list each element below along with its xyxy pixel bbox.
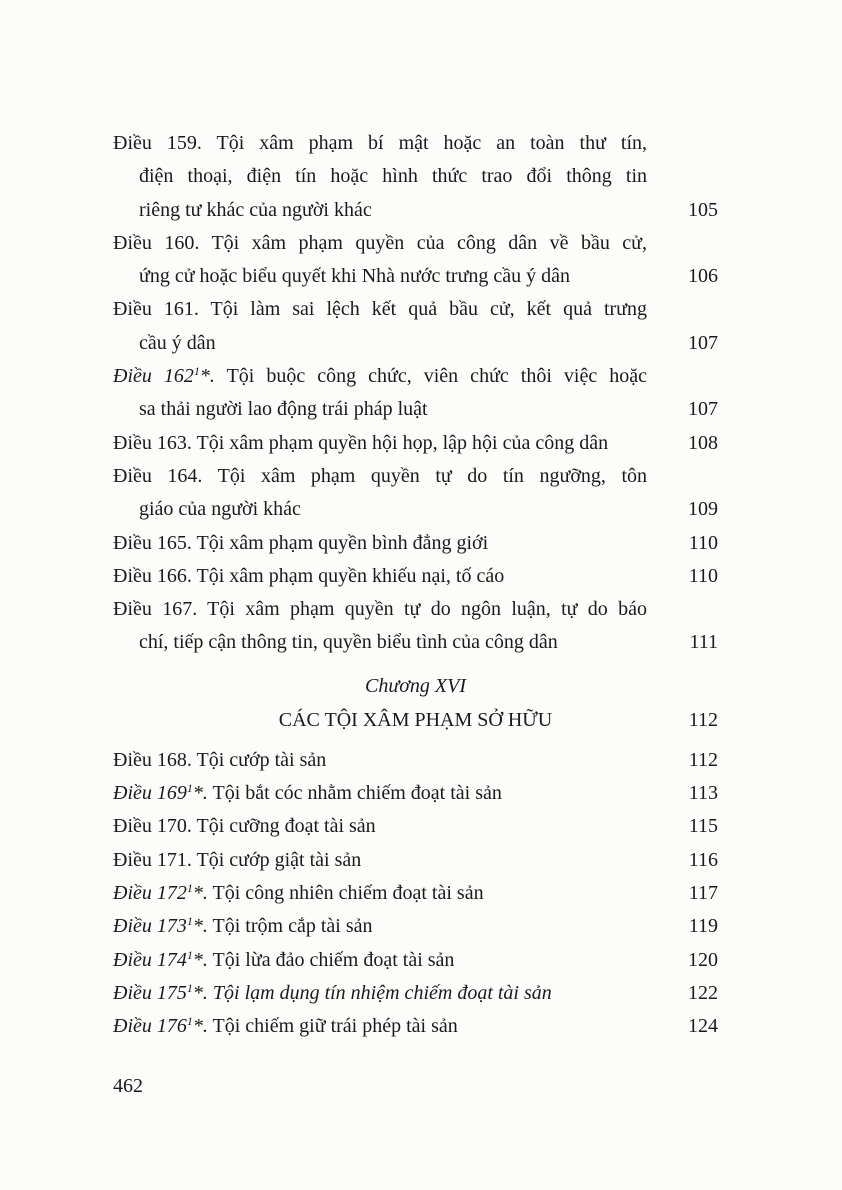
toc-entry-line	[113, 593, 718, 626]
article-number: Điều $176^1*$.	[113, 1014, 208, 1038]
chapter-title-line	[113, 703, 718, 737]
article-title: Tội lạm dụng tín nhiệm chiếm đoạt tài sản	[212, 981, 552, 1004]
toc-entry-line	[113, 327, 718, 360]
toc-entry	[113, 293, 718, 360]
article-title: Tội xâm phạm quyền tự do tín ngưỡng, tôn	[217, 464, 647, 487]
footnote-marker: 1	[186, 980, 193, 995]
article-title: Tội lừa đảo chiếm đoạt tài sản	[212, 948, 455, 971]
article-title: điện thoại, điện tín hoặc hình thức trao đổi thông tin	[139, 165, 647, 188]
article-title: Tội xâm phạm quyền của công dân về bầu cử,	[211, 231, 647, 254]
article-title: cầu ý dân	[139, 331, 216, 354]
toc-entry	[113, 844, 718, 877]
toc-entry-line	[113, 777, 718, 810]
article-title: Tội xâm phạm quyền bình đẳng giới	[196, 531, 489, 554]
article-number: Điều $173^1*$.	[113, 914, 208, 938]
chapter-label: Chương XVI	[364, 674, 466, 697]
page-number: 106	[688, 265, 718, 288]
toc-entry-line	[113, 194, 718, 227]
article-title: Tội xâm phạm bí mật hoặc an toàn thư tín,	[216, 132, 648, 154]
toc-entry	[113, 427, 718, 460]
article-number: Điều 166.	[113, 564, 192, 587]
toc-entry-line	[113, 360, 718, 393]
page-number: 108	[688, 431, 718, 454]
toc-entry-line	[113, 560, 718, 593]
toc-entry-line	[113, 977, 718, 1010]
toc-entry	[113, 560, 718, 593]
article-number: Điều $162^1*$.	[113, 364, 215, 388]
toc-entry-line	[113, 810, 718, 843]
footer-page-number: 462	[113, 1075, 143, 1097]
toc-entry-line	[113, 127, 718, 160]
toc-entry	[113, 360, 718, 427]
article-number: Điều 163.	[113, 431, 192, 454]
chapter-label-line	[113, 669, 718, 703]
article-number: Điều 167.	[113, 598, 198, 621]
article-number: Điều 160.	[113, 231, 200, 254]
page-number: 109	[688, 498, 718, 521]
article-title: Tội cướp tài sản	[196, 748, 327, 771]
article-title: Tội xâm phạm quyền hội họp, lập hội của công dân	[196, 431, 609, 454]
page-number: 110	[688, 531, 718, 554]
article-title: Tội xâm phạm quyền tự do ngôn luận, tự do báo	[207, 598, 647, 621]
article-title: Tội xâm phạm quyền khiếu nại, tố cáo	[196, 564, 505, 587]
article-title: giáo của người khác	[139, 498, 301, 521]
toc-list	[113, 127, 718, 1043]
article-title: Tội trộm cắp tài sản	[212, 915, 373, 938]
page-number: 107	[688, 398, 718, 421]
article-number: Điều 165.	[113, 531, 192, 554]
toc-entry-line	[113, 493, 718, 526]
page-number: 119	[688, 915, 718, 938]
article-number: Điều $174^1*$.	[113, 947, 208, 971]
article-title: ứng cử hoặc biểu quyết khi Nhà nước trưng cầu ý dân	[139, 265, 571, 288]
article-number: Điều $175^1*$.	[113, 980, 208, 1004]
article-title: Tội chiếm giữ trái phép tài sản	[212, 1015, 458, 1038]
toc-entry	[113, 460, 718, 527]
toc-entry	[113, 527, 718, 560]
page-number: 116	[688, 848, 718, 871]
page-number: 117	[688, 881, 718, 904]
article-title: Tội bắt cóc nhằm chiếm đoạt tài sản	[212, 782, 502, 805]
toc-entry-line	[113, 910, 718, 943]
page-number: 110	[688, 564, 718, 587]
page-number: 105	[688, 198, 718, 221]
article-number: Điều 171.	[113, 848, 192, 871]
footnote-marker: 1	[186, 880, 193, 895]
toc-entry	[113, 1010, 718, 1043]
page-number: 124	[688, 1015, 718, 1038]
toc-entry	[113, 593, 718, 660]
article-number: Điều 168.	[113, 748, 192, 771]
page-number: 120	[688, 948, 718, 971]
article-title: Tội cưỡng đoạt tài sản	[196, 815, 376, 838]
toc-entry	[113, 977, 718, 1010]
article-title: Tội buộc công chức, viên chức thôi việc hoặc	[226, 365, 648, 388]
toc-entry-line	[113, 844, 718, 877]
toc-entry	[113, 227, 718, 294]
toc-entry-line	[113, 744, 718, 777]
page-number: 113	[688, 782, 718, 805]
footnote-marker: 1	[186, 1014, 193, 1029]
toc-entry-line	[113, 260, 718, 293]
page-number: 111	[689, 631, 718, 654]
article-title: chí, tiếp cận thông tin, quyền biểu tình của công dân	[139, 631, 558, 654]
toc-entry	[113, 910, 718, 943]
toc-entry-line	[113, 293, 718, 326]
footnote-marker: 1	[186, 914, 193, 929]
article-title: sa thải người lao động trái pháp luật	[139, 398, 428, 421]
toc-entry-line	[113, 393, 718, 426]
toc-entry-line	[113, 1010, 718, 1043]
toc-entry-line	[113, 877, 718, 910]
footnote-marker: 1	[193, 364, 200, 379]
page-number: 107	[688, 331, 718, 354]
toc-entry	[113, 777, 718, 810]
page-number: 112	[688, 708, 718, 731]
toc-entry-line	[113, 527, 718, 560]
article-title: Tội công nhiên chiếm đoạt tài sản	[212, 881, 484, 904]
toc-entry	[113, 944, 718, 977]
toc-entry	[113, 744, 718, 777]
toc-entry-line	[113, 460, 718, 493]
chapter-heading	[113, 669, 718, 737]
article-number: Điều $169^1*$.	[113, 781, 208, 805]
chapter-title: CÁC TỘI XÂM PHẠM SỞ HỮU	[278, 708, 553, 731]
article-number: Điều 161.	[113, 298, 199, 321]
toc-entry-line	[113, 944, 718, 977]
toc-entry-line	[113, 626, 718, 659]
toc-entry	[113, 127, 718, 227]
toc-entry-line	[113, 160, 718, 193]
toc-entry-line	[113, 427, 718, 460]
footnote-marker: 1	[186, 947, 193, 962]
article-number: Điều 170.	[113, 815, 192, 838]
article-number: Điều $172^1*$.	[113, 880, 208, 904]
article-title: Tội cướp giật tài sản	[196, 848, 362, 871]
toc-entry	[113, 810, 718, 843]
toc-entry-line	[113, 227, 718, 260]
page-number: 112	[688, 748, 718, 771]
article-number: Điều 159.	[113, 132, 202, 154]
page-number: 122	[688, 981, 718, 1004]
article-title: Tội làm sai lệch kết quả bầu cử, kết quả trưng	[210, 298, 647, 321]
page-number: 115	[688, 815, 718, 838]
article-number: Điều 164.	[113, 464, 203, 487]
footnote-marker: 1	[186, 781, 193, 796]
article-title: riêng tư khác của người khác	[139, 198, 372, 221]
toc-entry	[113, 877, 718, 910]
